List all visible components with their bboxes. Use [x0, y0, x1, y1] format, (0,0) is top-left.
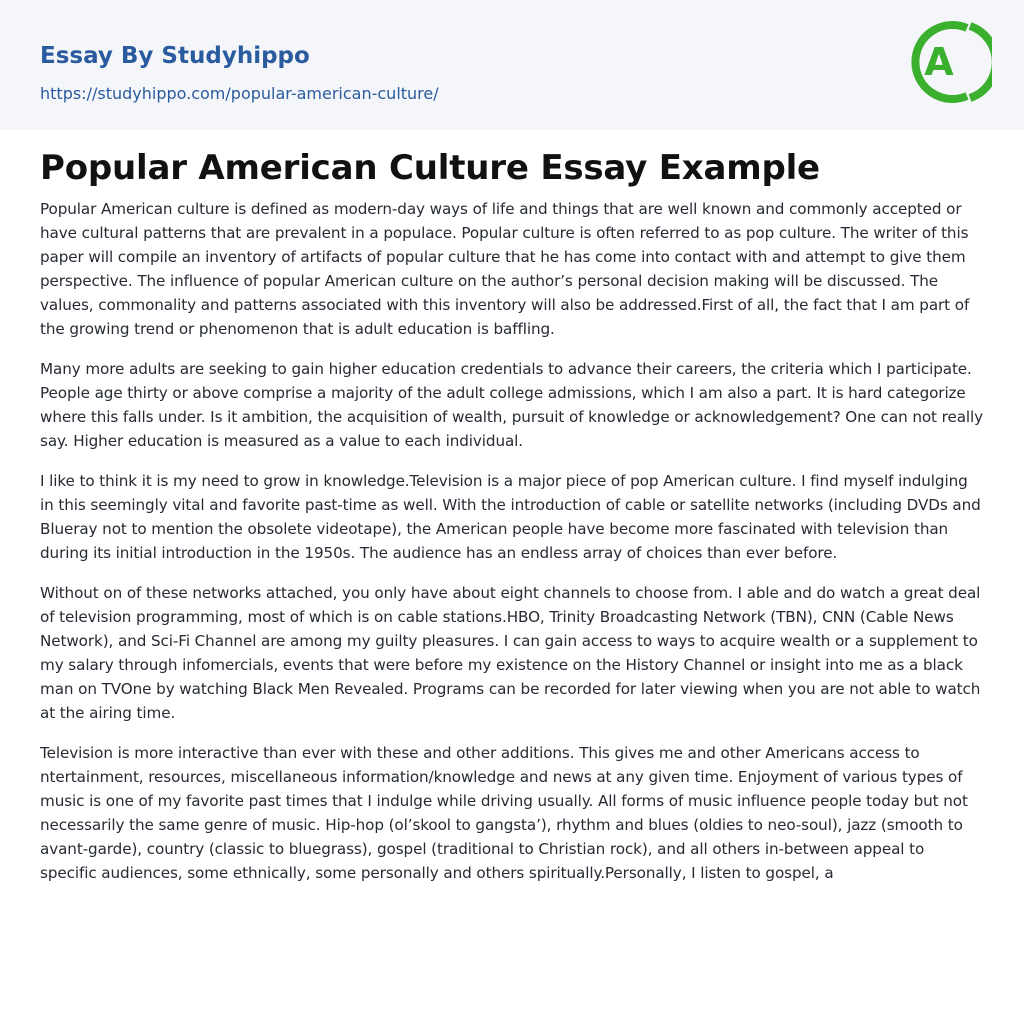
studyhippo-logo-icon[interactable] — [906, 16, 992, 108]
site-url-link[interactable]: https://studyhippo.com/popular-american-culture/ — [40, 84, 439, 103]
site-title[interactable]: Essay By Studyhippo — [40, 43, 310, 69]
article-paragraph-2: Many more adults are seeking to gain higher education credentials to advance their careers, the criteria which I participate. People age thirty or above comprise a majority of the adult college admissions, which I am also a part. It is hard categorize where this falls under. Is it ambition, the acquisition of wealth, pursuit of knowledge or acknowledgement? One can not really say. Higher education is measured as a value to each individual. — [40, 360, 984, 450]
article-paragraph-4: Without on of these networks attached, you only have about eight channels to choose from. I able and do watch a great deal of television programming, most of which is on cable stations.HBO, Trinity Broadcasting Network (TBN), CNN (Cable News Network), and Sci-Fi Channel are among my guilty pleasures. I can gain access to ways to acquire wealth or a supplement to my salary through infomercials, events that were before my existence on the History Channel or insight into me as a black man on TVOne by watching Black Men Revealed. Programs can be recorded for later viewing when you are not able to watch at the airing time. — [40, 584, 981, 722]
article-paragraph-1: Popular American culture is defined as modern-day ways of life and things that are well known and commonly accepted or have cultural patterns that are prevalent in a populace. Popular culture is often referred to as pop culture. The writer of this paper will compile an inventory of artifacts of popular culture that he has come into contact with and attempt to give them perspective. The influence of popular American culture on the author’s personal decision making will be discussed. The values, commonality and patterns associated with this inventory will also be addressed.First of all, the fact that I am part of the growing trend or phenomenon that is adult education is baffling. — [40, 200, 970, 338]
article-body — [0, 130, 1024, 885]
article-paragraph-5: Television is more interactive than ever with these and other additions. This gives me and other Americans access to ntertainment, resources, miscellaneous information/knowledge and news at any given time. Enjoyment of various types of music is one of my favorite past times that I indulge while driving usually. All forms of music influence people today but not necessarily the same genre of music. Hip-hop (ol’skool to gangsta’), rhythm and blues (oldies to neo-soul), jazz (smooth to avant-garde), country (classic to bluegrass), gospel (traditional to Christian rock), and all others in-between appeal to specific audiences, some ethnically, some personally and others spiritually.Personally, I listen to gospel, a — [40, 744, 968, 882]
page-title: Popular American Culture Essay Example — [40, 148, 820, 188]
article-paragraph-3: I like to think it is my need to grow in knowledge.Television is a major piece of pop American culture. I find myself indulging in this seemingly vital and favorite past-time as well. With the introduction of cable or satellite networks (including DVDs and Blueray not to mention the obsolete videotape), the American people have become more fascinated with television than during its initial introduction in the 1950s. The audience has an endless array of choices than ever before. — [40, 472, 981, 562]
site-header — [0, 0, 1024, 130]
logo-letter: A — [924, 40, 954, 84]
